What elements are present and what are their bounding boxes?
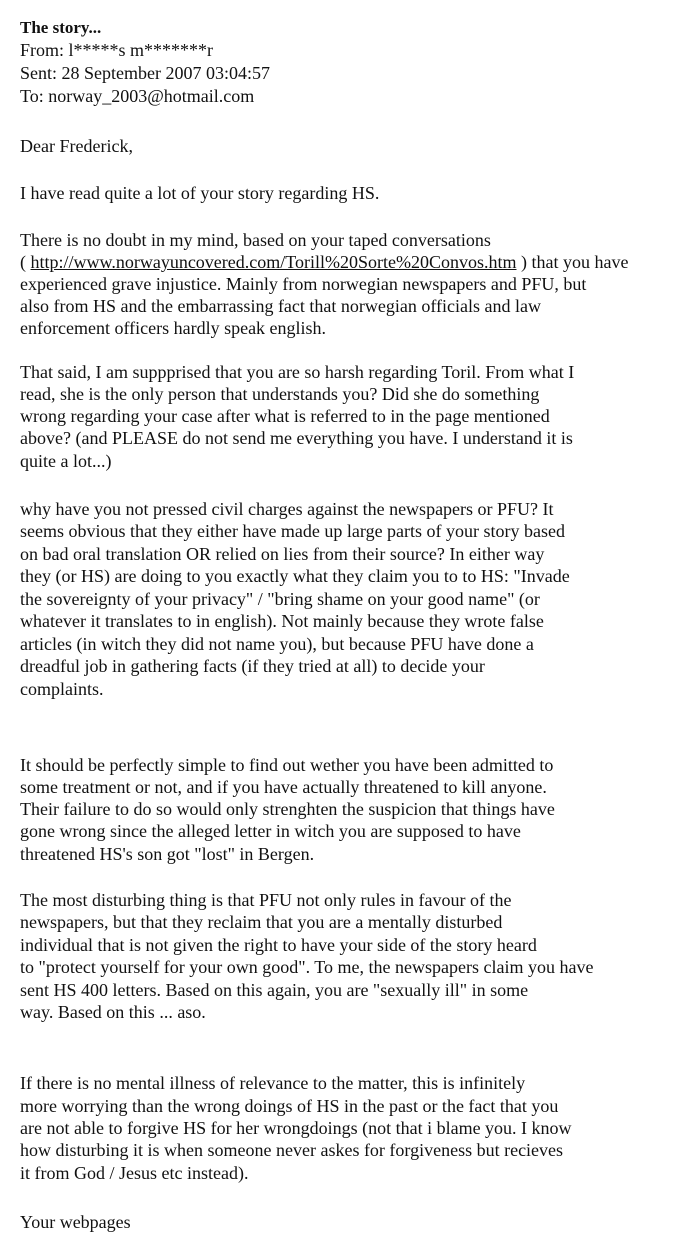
paragraph-6-line: newspapers, but that they reclaim that you are a mentally disturbed xyxy=(20,912,503,932)
conversations-link[interactable]: http://www.norwayuncovered.com/Torill%20Sorte%20Convos.htm xyxy=(30,252,517,272)
paragraph-5-line: It should be perfectly simple to find out wether you have been admitted to xyxy=(20,755,554,775)
paragraph-6-line: individual that is not given the right to have your side of the story heard xyxy=(20,935,537,955)
paragraph-2-line: experienced grave injustice. Mainly from norwegian newspapers and PFU, but xyxy=(20,274,587,294)
paragraph-6-line: The most disturbing thing is that PFU not only rules in favour of the xyxy=(20,890,512,910)
paragraph-7-line: how disturbing it is when someone never askes for forgiveness but recieves xyxy=(20,1140,564,1160)
from-line: From: l*****s m*******r xyxy=(20,40,214,60)
paragraph-3-line: quite a lot...) xyxy=(20,451,112,471)
paragraph-5-line: threatened HS's son got "lost" in Bergen. xyxy=(20,844,315,864)
paragraph-2-link-line xyxy=(20,252,628,272)
paragraph-4-line: seems obvious that they either have made up large parts of your story based xyxy=(20,521,566,541)
paragraph-2-line: There is no doubt in my mind, based on your taped conversations xyxy=(20,230,491,250)
to-line: To: norway_2003@hotmail.com xyxy=(20,86,255,106)
paragraph-6-line: way. Based on this ... aso. xyxy=(20,1002,206,1022)
paragraph-5-line: some treatment or not, and if you have actually threatened to kill anyone. xyxy=(20,777,547,797)
paragraph-3-line: wrong regarding your case after what is referred to in the page mentioned xyxy=(20,406,550,426)
paragraph-2-line: enforcement officers hardly speak english. xyxy=(20,318,327,338)
paragraph-6-line: to "protect yourself for your own good". To me, the newspapers claim you have xyxy=(20,957,594,977)
paragraph-7-line: more worrying than the wrong doings of HS in the past or the fact that you xyxy=(20,1096,559,1116)
paragraph-4-line: whatever it translates to in english). Not mainly because they wrote false xyxy=(20,611,544,631)
letter-title: The story... xyxy=(20,18,102,37)
paragraph-3-line: read, she is the only person that understands you? Did she do something xyxy=(20,384,540,404)
paragraph-7-line: are not able to forgive HS for her wrongdoings (not that i blame you. I know xyxy=(20,1118,572,1138)
paragraph-4-line: why have you not pressed civil charges against the newspapers or PFU? It xyxy=(20,499,554,519)
paragraph-4-line: they (or HS) are doing to you exactly what they claim you to to HS: "Invade xyxy=(20,566,570,586)
paragraph-4-line: on bad oral translation OR relied on lies from their source? In either way xyxy=(20,544,545,564)
paragraph-5-line: Their failure to do so would only strenghten the suspicion that things have xyxy=(20,799,555,819)
paragraph-4-line: dreadful job in gathering facts (if they tried at all) to decide your xyxy=(20,656,485,676)
paragraph-1-line: I have read quite a lot of your story regarding HS. xyxy=(20,183,380,203)
sent-line: Sent: 28 September 2007 03:04:57 xyxy=(20,63,270,83)
paragraph-4-line: articles (in witch they did not name you), but because PFU have done a xyxy=(20,634,534,654)
paragraph-8-line: Your webpages xyxy=(20,1212,131,1232)
greeting: Dear Frederick, xyxy=(20,136,133,156)
paragraph-4-line: complaints. xyxy=(20,679,104,699)
paren-close-text: ) that you have xyxy=(516,252,629,272)
paragraph-2-line: also from HS and the embarrassing fact that norwegian officials and law xyxy=(20,296,542,316)
paragraph-6-line: sent HS 400 letters. Based on this again, you are "sexually ill" in some xyxy=(20,980,529,1000)
paragraph-7-line: If there is no mental illness of relevance to the matter, this is infinitely xyxy=(20,1073,526,1093)
paren-open: ( xyxy=(20,252,31,272)
paragraph-4-line: the sovereignty of your privacy" / "bring shame on your good name" (or xyxy=(20,589,540,609)
paragraph-7-line: it from God / Jesus etc instead). xyxy=(20,1163,249,1183)
paragraph-3-line: above? (and PLEASE do not send me everything you have. I understand it is xyxy=(20,428,573,448)
paragraph-5-line: gone wrong since the alleged letter in witch you are supposed to have xyxy=(20,821,521,841)
paragraph-3-line: That said, I am suppprised that you are so harsh regarding Toril. From what I xyxy=(20,362,575,382)
